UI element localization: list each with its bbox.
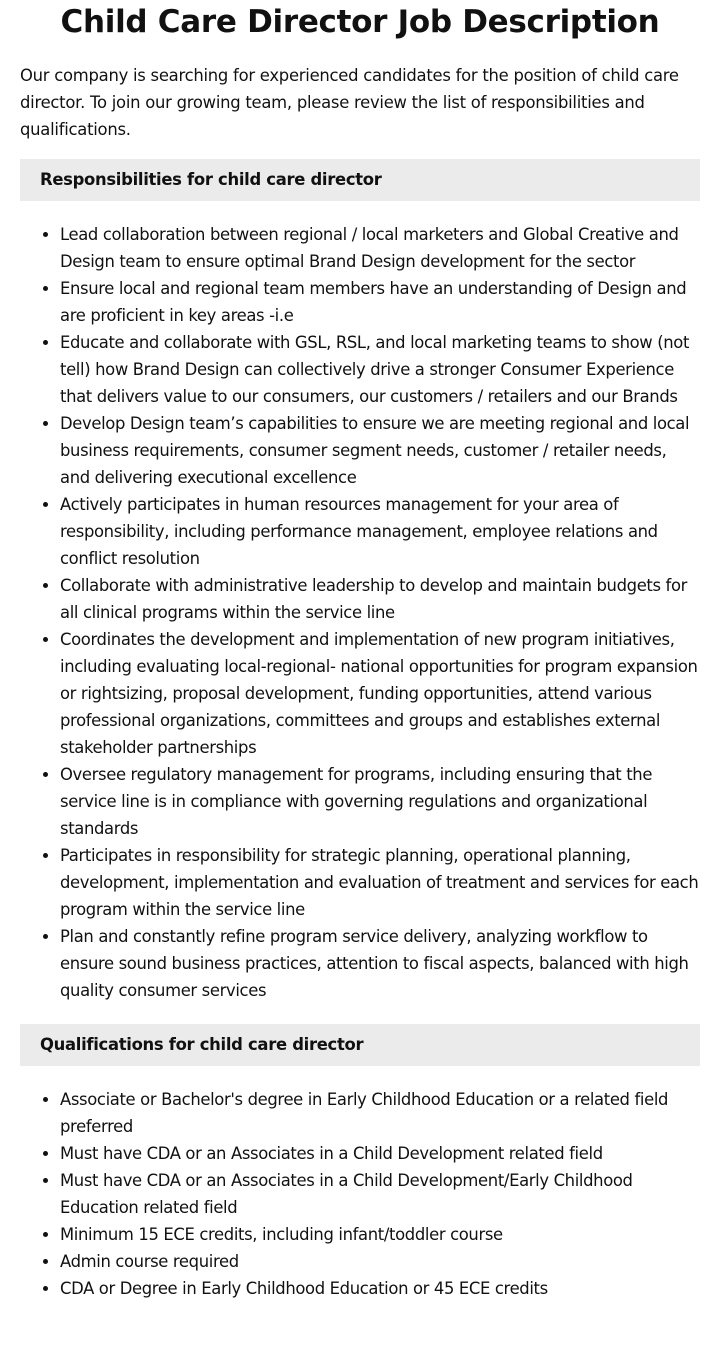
intro-paragraph: Our company is searching for experienced candidates for the position of child care director. To join our growing team, please review the list of responsibilities and qualifications. <box>20 66 679 139</box>
responsibility-item: • Educate and collaborate with GSL, RSL, and local marketing teams to show (not tell) how Brand Design can collectively drive a stronger Consumer Experience that delivers value to our consumers, our customers / retailers and our Brands <box>60 329 700 410</box>
qualifications-list <box>20 1086 700 1302</box>
qualification-item: • Associate or Bachelor's degree in Early Childhood Education or a related field preferred <box>60 1086 700 1140</box>
responsibilities-heading: Responsibilities for child care director <box>20 159 700 201</box>
page-title: Child Care Director Job Description <box>60 4 660 40</box>
responsibility-item: • Plan and constantly refine program service delivery, analyzing workflow to ensure sound business practices, attention to fiscal aspects, balanced with high quality consumer services <box>60 923 700 1004</box>
responsibility-item: • Lead collaboration between regional / local marketers and Global Creative and Design team to ensure optimal Brand Design development for the sector <box>60 221 700 275</box>
responsibility-item: • Participates in responsibility for strategic planning, operational planning, development, implementation and evaluation of treatment and services for each program within the service line <box>60 842 700 923</box>
responsibility-item: • Develop Design team’s capabilities to ensure we are meeting regional and local business requirements, consumer segment needs, customer / retailer needs, and delivering executional excellence <box>60 410 700 491</box>
qualification-item: • Admin course required <box>60 1248 700 1275</box>
responsibilities-list <box>20 221 700 1004</box>
responsibility-item: • Coordinates the development and implementation of new program initiatives, including evaluating local-regional- national opportunities for program expansion or rightsizing, proposal development, funding opportunities, attend various professional organizations, committees and groups and establishes external stakeholder partnerships <box>60 626 700 761</box>
qualification-item: • Must have CDA or an Associates in a Child Development related field <box>60 1140 700 1167</box>
responsibility-item: • Ensure local and regional team members have an understanding of Design and are proficient in key areas -i.e <box>60 275 700 329</box>
responsibility-item: • Collaborate with administrative leadership to develop and maintain budgets for all clinical programs within the service line <box>60 572 700 626</box>
qualification-item: • Must have CDA or an Associates in a Child Development/Early Childhood Education related field <box>60 1167 700 1221</box>
qualifications-heading: Qualifications for child care director <box>20 1024 700 1066</box>
qualification-item: • CDA or Degree in Early Childhood Education or 45 ECE credits <box>60 1275 700 1302</box>
responsibility-item: • Oversee regulatory management for programs, including ensuring that the service line is in compliance with governing regulations and organizational standards <box>60 761 700 842</box>
qualification-item: • Minimum 15 ECE credits, including infant/toddler course <box>60 1221 700 1248</box>
responsibility-item: • Actively participates in human resources management for your area of responsibility, including performance management, employee relations and conflict resolution <box>60 491 700 572</box>
